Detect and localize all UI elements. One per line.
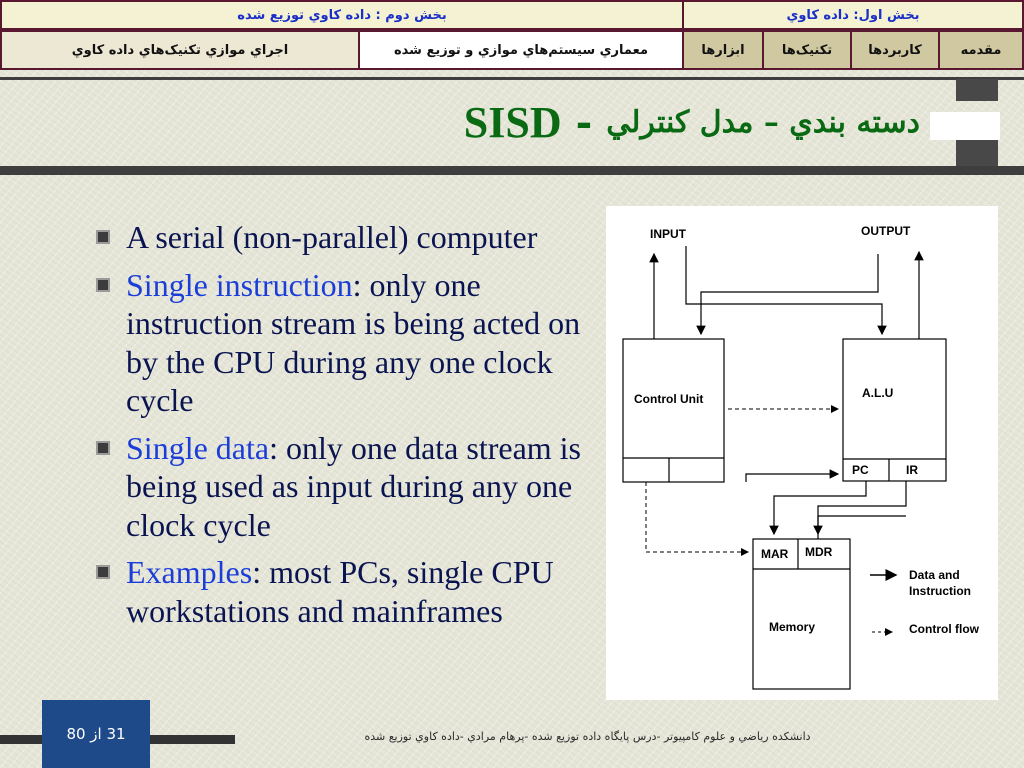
bullet-square-icon xyxy=(96,565,110,579)
list-item xyxy=(96,218,596,257)
mdr-label: MDR xyxy=(805,545,833,559)
deco-white-block xyxy=(930,112,1000,140)
bullet-text: : most PCs, single CPU workstations and mainframes xyxy=(126,554,554,629)
input-label: INPUT xyxy=(650,227,686,241)
memory-label: Memory xyxy=(769,620,816,634)
nav-intro[interactable]: مقدمه xyxy=(938,30,1024,70)
nav-section1[interactable]: بخش اول: داده کاوي xyxy=(682,0,1024,30)
bullet-text: : only one data stream is being used as input during any one clock cycle xyxy=(126,429,581,543)
nav-parallel-exec[interactable]: اجراي موازي تکنيک‌هاي داده کاوي xyxy=(0,30,360,70)
ir-label: IR xyxy=(906,463,918,477)
list-item xyxy=(96,429,596,545)
bullet-square-icon xyxy=(96,441,110,455)
nav-sections xyxy=(0,0,1024,30)
bullet-text: A serial (non-parallel) computer xyxy=(126,219,538,255)
bullet-highlight: Examples xyxy=(126,554,253,590)
bullet-square-icon xyxy=(96,230,110,244)
legend-data-label: Data and xyxy=(909,568,960,582)
control-unit-box xyxy=(623,339,724,482)
control-unit-label: Control Unit xyxy=(634,392,704,406)
page-number: 31 از 80 xyxy=(42,700,150,768)
bullet-square-icon xyxy=(96,278,110,292)
nav-topics xyxy=(0,30,1024,70)
nav-architecture[interactable]: معماري سيستم‌هاي موازي و توزيع شده xyxy=(358,30,684,70)
bullet-list xyxy=(96,218,596,639)
nav-tools[interactable]: ابزارها xyxy=(682,30,764,70)
nav-applications[interactable]: کاربردها xyxy=(850,30,940,70)
bullet-highlight: Single data xyxy=(126,429,270,466)
footer-text: دانشکده رياضي و علوم کامپيوتر -درس پايگاه داده توزيع شده -پرهام مرادي -داده کاوي توزيع شده xyxy=(364,730,811,743)
pc-label: PC xyxy=(852,463,869,477)
deco-square-top xyxy=(956,79,998,101)
alu-box xyxy=(843,339,946,481)
sisd-diagram xyxy=(606,206,998,700)
deco-square-mid xyxy=(956,140,998,166)
header-rule-top xyxy=(0,77,1024,80)
nav-section2[interactable]: بخش دوم : داده کاوي توزيع شده xyxy=(0,0,684,30)
bullet-highlight: Single instruction xyxy=(126,266,353,303)
alu-label: A.L.U xyxy=(862,386,894,400)
list-item xyxy=(96,553,596,630)
memory-box xyxy=(753,539,850,689)
title-latin: SISD xyxy=(463,97,562,147)
page-title xyxy=(464,94,920,150)
title-persian: دسته بندي – مدل کنترلي xyxy=(606,104,920,140)
header-rule-bottom xyxy=(0,166,1024,175)
title-separator: - xyxy=(575,98,593,146)
legend-data-label2: Instruction xyxy=(909,584,971,598)
bullet-text: : only one instruction stream is being acted on by the CPU during any one clock cycle xyxy=(126,266,581,418)
mar-label: MAR xyxy=(761,547,789,561)
list-item xyxy=(96,266,596,420)
sisd-diagram-svg xyxy=(606,206,998,700)
nav-techniques[interactable]: تکنيک‌ها xyxy=(762,30,852,70)
output-label: OUTPUT xyxy=(861,224,911,238)
legend-control-label: Control flow xyxy=(909,622,979,636)
